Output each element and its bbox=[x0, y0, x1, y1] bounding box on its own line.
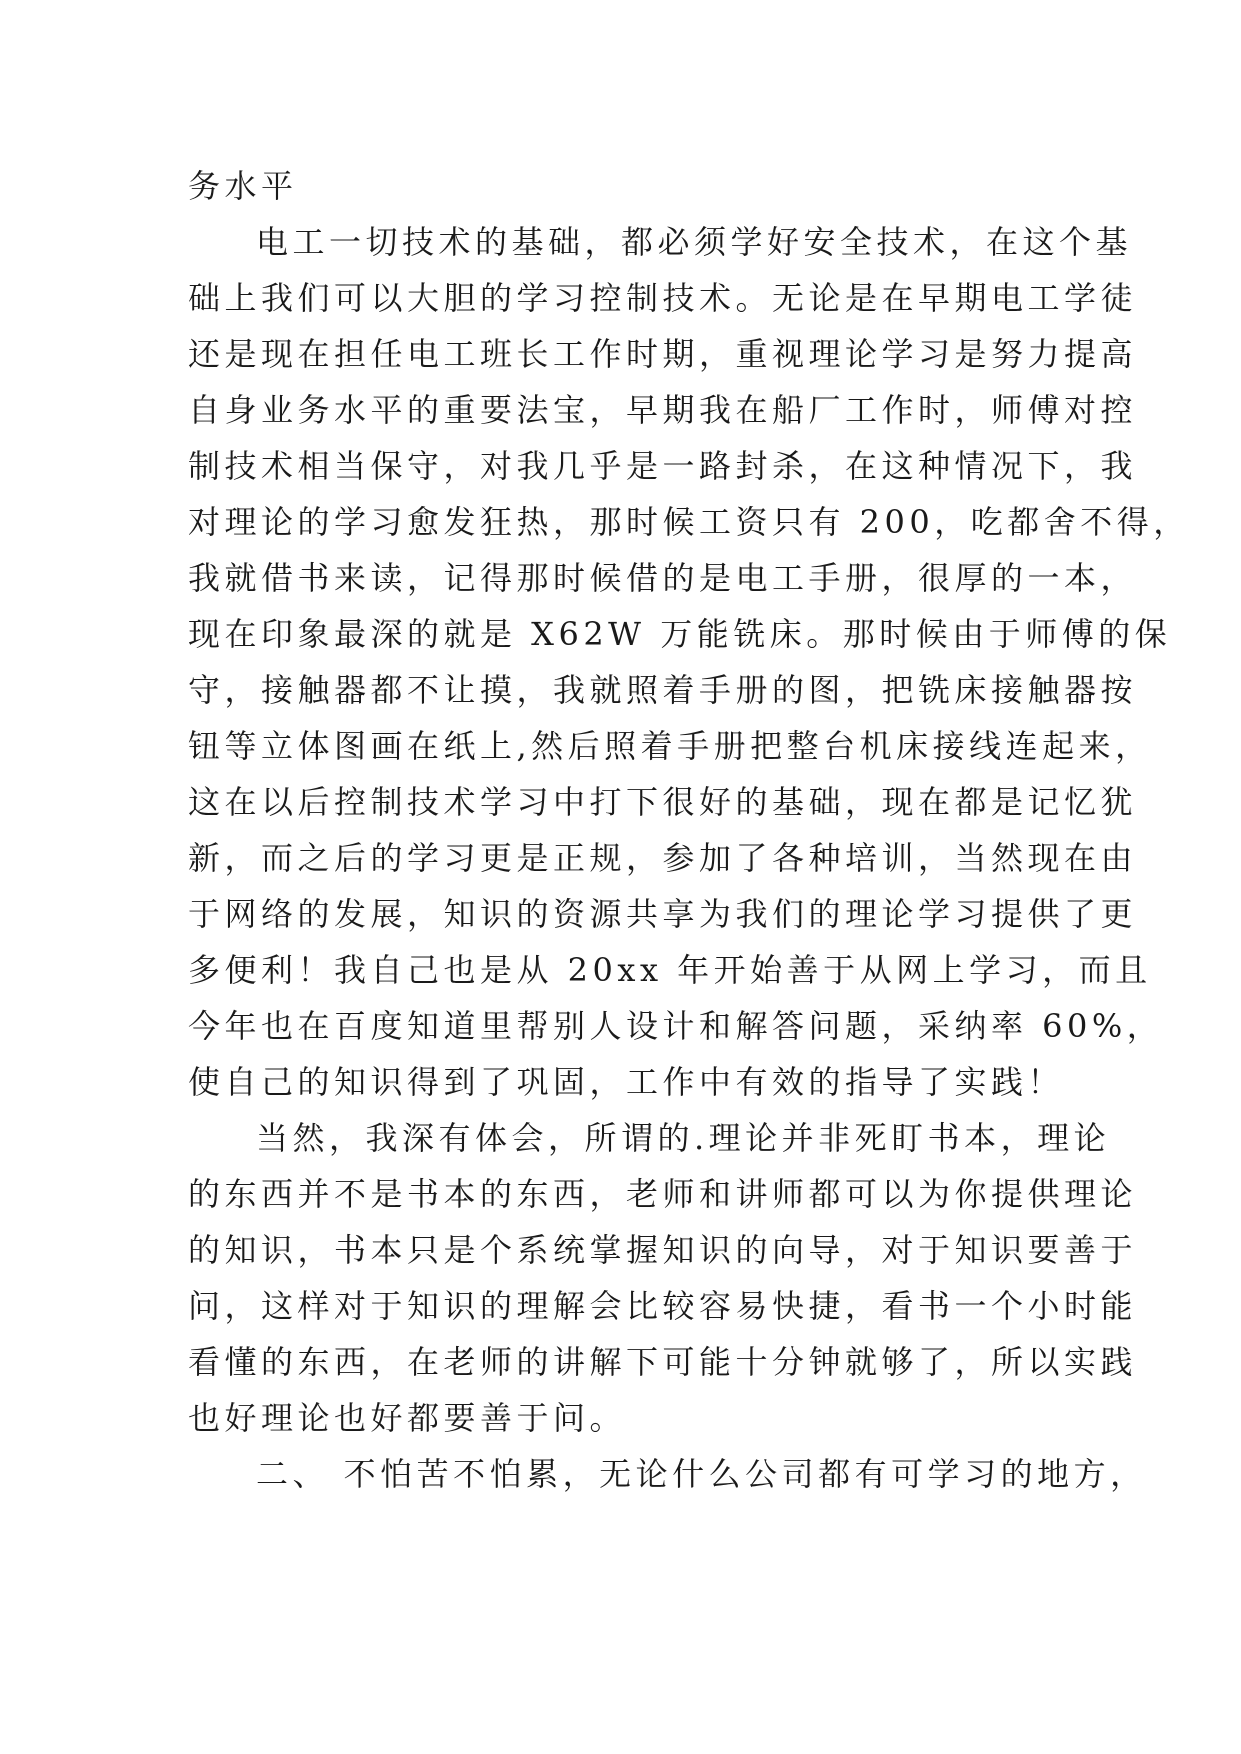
text-line: 新，而之后的学习更是正规，参加了各种培训，当然现在由 bbox=[188, 839, 1138, 877]
text-line: 还是现在担任电工班长工作时期，重视理论学习是努力提高 bbox=[188, 335, 1138, 373]
text-line: 的东西并不是书本的东西，老师和讲师都可以为你提供理论 bbox=[188, 1175, 1138, 1213]
text-line: 看懂的东西，在老师的讲解下可能十分钟就够了，所以实践 bbox=[188, 1343, 1138, 1381]
text-line: 守，接触器都不让摸，我就照着手册的图，把铣床接触器按 bbox=[188, 671, 1138, 709]
text-line: 今年也在百度知道里帮别人设计和解答问题，采纳率 60%， bbox=[188, 1007, 1164, 1045]
text-line: 自身业务水平的重要法宝，早期我在船厂工作时，师傅对控 bbox=[188, 391, 1138, 429]
text-line: 于网络的发展，知识的资源共享为我们的理论学习提供了更 bbox=[188, 895, 1138, 933]
text-line: 对理论的学习愈发狂热，那时候工资只有 200，吃都舍不得， bbox=[188, 503, 1190, 541]
text-line: 也好理论也好都要善于问。 bbox=[188, 1399, 627, 1437]
text-line: 使自己的知识得到了巩固，工作中有效的指导了实践！ bbox=[188, 1063, 1065, 1101]
text-line: 电工一切技术的基础，都必须学好安全技术，在这个基 bbox=[256, 223, 1133, 261]
text-line: 务水平 bbox=[188, 167, 298, 205]
text-line: 的知识，书本只是个系统掌握知识的向导，对于知识要善于 bbox=[188, 1231, 1138, 1269]
text-line: 现在印象最深的就是 X62W 万能铣床。那时候由于师傅的保 bbox=[188, 615, 1172, 653]
text-line: 当然，我深有体会，所谓的.理论并非死盯书本，理论 bbox=[256, 1119, 1111, 1157]
text-line: 我就借书来读，记得那时候借的是电工手册，很厚的一本， bbox=[188, 559, 1138, 597]
text-line: 制技术相当保守，对我几乎是一路封杀，在这种情况下，我 bbox=[188, 447, 1138, 485]
text-line: 问，这样对于知识的理解会比较容易快捷，看书一个小时能 bbox=[188, 1287, 1138, 1325]
text-line: 础上我们可以大胆的学习控制技术。无论是在早期电工学徒 bbox=[188, 279, 1138, 317]
document-body bbox=[188, 158, 1190, 1502]
text-line: 这在以后控制技术学习中打下很好的基础，现在都是记忆犹 bbox=[188, 783, 1138, 821]
text-line: 二、 不怕苦不怕累，无论什么公司都有可学习的地方， bbox=[256, 1455, 1147, 1493]
text-line: 多便利！我自己也是从 20xx 年开始善于从网上学习，而且 bbox=[188, 951, 1152, 989]
text-line: 钮等立体图画在纸上,然后照着手册把整台机床接线连起来， bbox=[188, 727, 1152, 765]
